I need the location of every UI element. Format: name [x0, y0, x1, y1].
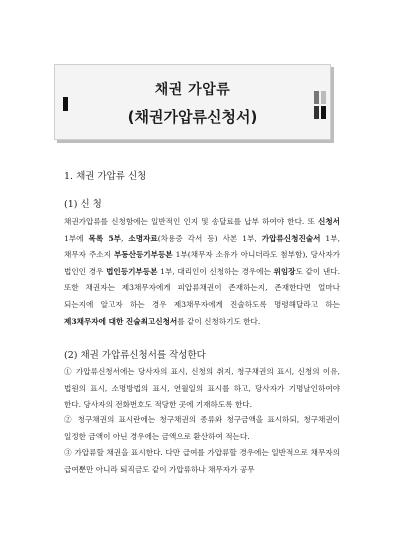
list-item-3: ③ 가압류할 채권을 표시한다. 다만 급여를 가압류할 경우에는 일반적으로 채무자의 급여뿐만 아니라 퇴직금도 같이 가압류하나 채무자가 공무	[64, 448, 340, 474]
decorative-bar-left	[63, 97, 68, 111]
decorative-block	[314, 106, 319, 119]
subsection-heading-application: (1) 신 청	[64, 199, 102, 210]
list-item-2: ② 청구채권의 표시란에는 청구채권의 종류와 청구금액을 표시하되, 청구채권이 일정한 금액이 아닌 경우에는 금액으로 환산하여 적는다.	[64, 415, 340, 441]
title-box	[54, 64, 331, 140]
subsection-heading-drafting: (2) 채권 가압류신청서를 작성한다	[64, 350, 206, 361]
decorative-block	[321, 106, 326, 119]
title-line-2: (채권가압류신청서)	[127, 108, 258, 126]
list-item-1: ① 가압류신청서에는 당사자의 표시, 신청의 취지, 청구채권의 표시, 신청의 이유, 법원의 표시, 소명방법의 표시, 연월일의 표시를 하고, 당사자가 기명날인하여야 한다. 당사자의 전화번호도 적당한 곳에 기재하도록 한다.	[64, 367, 340, 410]
decorative-block	[321, 91, 326, 104]
title-line-1: 채권 가압류	[154, 82, 231, 98]
application-paragraph: 채권가압류를 신청함에는 일반적인 인지 및 송달료를 납부 하여야 한다. 또 신청서 1부에 목록 5부, 소명자료(차용증 각서 등) 사본 1부, 가압류신청진술서 1부, 채무자 주소지 부동산등기부등본 1부(채무자 소유가 아니더라도 첨부함), 당사자가 법인인 경우 법인등기부등본 1부, 대리인이 신청하는 경우에는 위임장도 같이 낸다. 또한 채권자는 제3채무자에게 피압류채권이 존재하는지, 존재한다면 얼마나 되는지에 알고자 하는 경우 제3채무자에게 진술하도록 명령해달라고 하는 제3채무자에 대한 진술최고신청서를 같이 신청하기도 한다.	[64, 217, 341, 326]
section-heading: 1. 채권 가압류 신청	[64, 171, 147, 182]
decorative-block	[314, 91, 319, 104]
